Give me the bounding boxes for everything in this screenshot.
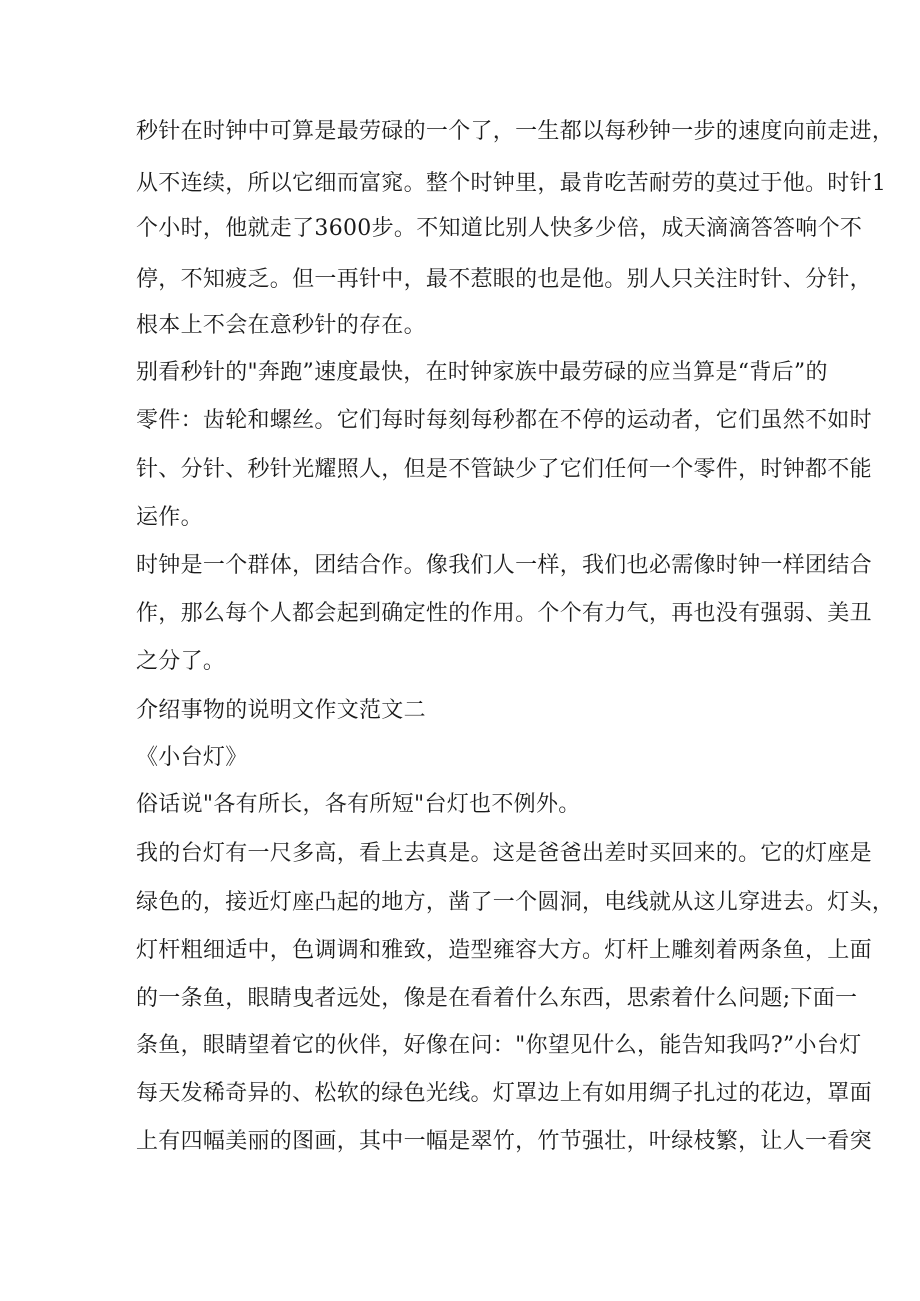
- text-line: 停，不知疲乏。但一再针中，最不惹眼的也是他。别人只关注时针、分针，: [136, 267, 872, 292]
- text-line: 我的台灯有一尺多高，看上去真是。这是爸爸出差时买回来的。它的灯座是: [136, 841, 872, 866]
- text-line: 个小时，他就走了3600步。不知道比别人快多少倍，成天滴滴答答响个不: [136, 216, 863, 241]
- text-line: 从不连续，所以它细而富窕。整个时钟里，最肯吃苦耐劳的莫过于他。时针1: [136, 171, 887, 196]
- text-line: 的一条鱼，眼睛曳者远处，像是在看着什么东西，思索着什么问题;下面一: [136, 986, 858, 1011]
- text-line: 绿色的，接近灯座凸起的地方，凿了一个圆洞，电线就从这儿穿进去。灯头，: [136, 890, 895, 915]
- text-line: 灯杆粗细适中，色调调和雅致，造型雍容大方。灯杆上雕刻着两条鱼，上面: [136, 938, 872, 963]
- text-line: 根本上不会在意秒针的存在。: [136, 313, 426, 338]
- text-line: 条鱼，眼睛望着它的伙伴，好像在问："你望见什么，能告知我吗?”小台灯: [136, 1033, 862, 1058]
- text-line: 俗话说"各有所长，各有所短"台灯也不例外。: [136, 792, 581, 817]
- text-line: 秒针在时钟中可算是最劳碌的一个了，一生都以每秒钟一步的速度向前走进，: [136, 119, 895, 144]
- text-line: 每天发稀奇异的、松软的绿色光线。灯罩边上有如用绸子扎过的花边，罩面: [136, 1081, 872, 1106]
- section-heading: 介绍事物的说明文作文范文二: [136, 698, 426, 723]
- text-line: 运作。: [136, 505, 203, 530]
- text-line: 作，那么每个人都会起到确定性的作用。个个有力气，再也没有强弱、美丑: [136, 601, 872, 626]
- article-title: 《小台灯》: [136, 745, 248, 770]
- text-line: 之分了。: [136, 649, 226, 674]
- text-line: 针、分针、秒针光耀照人，但是不管缺少了它们任何一个零件，时钟都不能: [136, 457, 872, 482]
- text-line: 别看秒针的"奔跑”速度最快，在时钟家族中最劳碌的应当算是“背后”的: [136, 360, 828, 385]
- text-line: 上有四幅美丽的图画，其中一幅是翠竹，竹节强壮，叶绿枝繁，让人一看突: [136, 1129, 872, 1154]
- text-line: 时钟是一个群体，团结合作。像我们人一样，我们也必需像时钟一样团结合: [136, 553, 872, 578]
- text-line: 零件：齿轮和螺丝。它们每时每刻每秒都在不停的运动者，它们虽然不如时: [136, 408, 872, 433]
